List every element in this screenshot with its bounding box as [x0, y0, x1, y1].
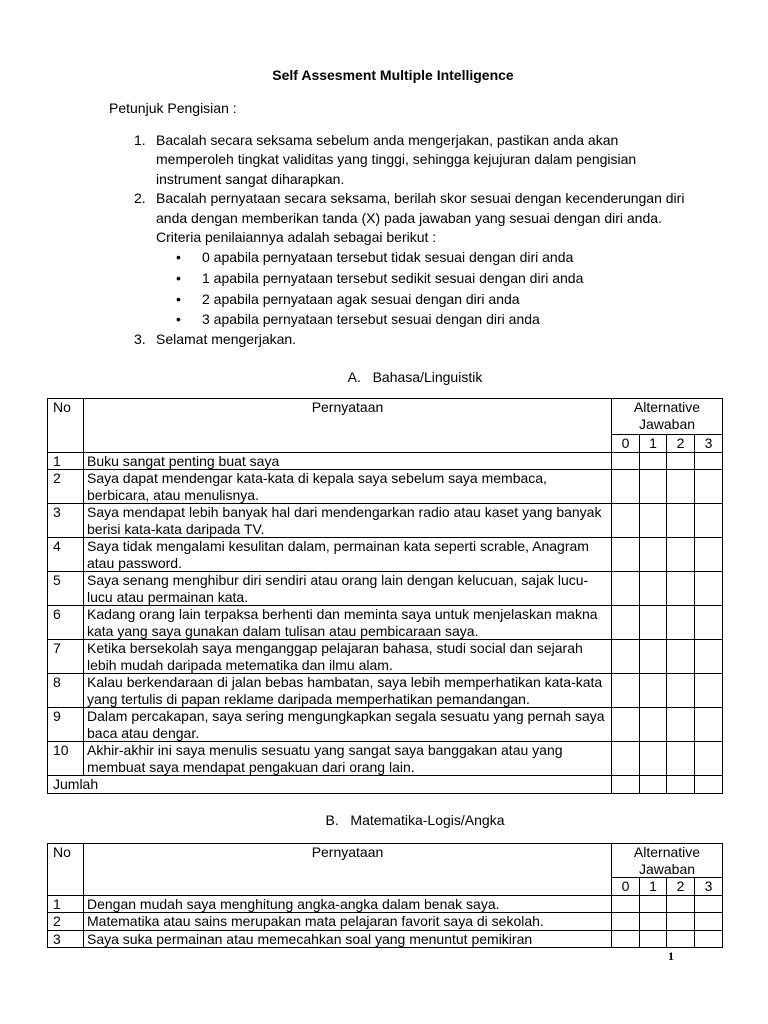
answer-cell-0[interactable]	[612, 895, 640, 913]
criteria-text: 0 apabila pernyataan tersebut tidak sesuai dengan diri anda	[202, 249, 574, 266]
section-a-heading	[0, 369, 768, 385]
answer-cell-1[interactable]	[640, 538, 667, 572]
row-number: 9	[48, 708, 84, 742]
criteria-item	[156, 309, 688, 330]
section-title: Bahasa/Linguistik	[372, 369, 483, 385]
answer-cell-2[interactable]	[667, 640, 695, 674]
instruction-item	[108, 189, 688, 330]
score-header-3: 3	[695, 435, 723, 453]
instruction-text: Selamat mengerjakan.	[156, 330, 297, 347]
instruction-item	[108, 131, 688, 189]
answer-cell-3[interactable]	[695, 452, 723, 470]
section-title: Matematika-Logis/Angka	[350, 812, 505, 828]
table-row	[48, 640, 723, 674]
section-b-table	[47, 843, 723, 948]
table-row	[48, 742, 723, 776]
criteria-item	[156, 247, 688, 268]
criteria-text: 3 apabila pernyataan tersebut sesuai dengan diri anda	[202, 311, 540, 328]
answer-cell-0[interactable]	[612, 640, 640, 674]
row-statement: Kadang orang lain terpaksa berhenti dan meminta saya untuk menjelaskan makna kata yang saya gunakan dalam tulisan atau pembicaraan saya.	[84, 606, 612, 640]
answer-cell-3[interactable]	[695, 674, 723, 708]
answer-cell-2[interactable]	[667, 895, 695, 913]
answer-cell-3[interactable]	[695, 930, 723, 948]
row-statement: Dalam percakapan, saya sering mengungkapkan segala sesuatu yang pernah saya baca atau dengar.	[84, 708, 612, 742]
table-header-row	[48, 844, 723, 878]
total-cell-1[interactable]	[640, 776, 667, 794]
row-statement: Saya suka permainan atau memecahkan soal yang menuntut pemikiran	[84, 930, 612, 948]
row-statement: Ketika bersekolah saya menganggap pelajaran bahasa, studi social dan sejarah lebih mudah daripada metematika dan ilmu alam.	[84, 640, 612, 674]
row-number: 2	[48, 913, 84, 931]
instruction-number: 2.	[134, 190, 146, 207]
table-header-row	[48, 399, 723, 435]
answer-cell-0[interactable]	[612, 538, 640, 572]
answer-cell-2[interactable]	[667, 452, 695, 470]
table-row	[48, 538, 723, 572]
score-header-3: 3	[695, 878, 723, 896]
answer-cell-1[interactable]	[640, 572, 667, 606]
answer-cell-1[interactable]	[640, 674, 667, 708]
answer-cell-0[interactable]	[612, 913, 640, 931]
answer-cell-3[interactable]	[695, 538, 723, 572]
row-number: 7	[48, 640, 84, 674]
score-header-1: 1	[640, 435, 667, 453]
answer-cell-2[interactable]	[667, 606, 695, 640]
table-row	[48, 572, 723, 606]
table-row	[48, 674, 723, 708]
row-number: 4	[48, 538, 84, 572]
bullet-icon: •	[176, 249, 181, 266]
answer-cell-2[interactable]	[667, 470, 695, 504]
answer-cell-2[interactable]	[667, 504, 695, 538]
answer-cell-1[interactable]	[640, 452, 667, 470]
answer-cell-3[interactable]	[695, 470, 723, 504]
table-row	[48, 452, 723, 470]
score-header-2: 2	[667, 435, 695, 453]
document-title: Self Assesment Multiple Intelligence	[272, 67, 514, 83]
answer-cell-1[interactable]	[640, 913, 667, 931]
table-row	[48, 708, 723, 742]
row-number: 5	[48, 572, 84, 606]
answer-cell-1[interactable]	[640, 470, 667, 504]
row-number: 8	[48, 674, 84, 708]
answer-cell-0[interactable]	[612, 930, 640, 948]
answer-cell-0[interactable]	[612, 504, 640, 538]
criteria-list	[156, 247, 688, 329]
section-b-heading	[0, 812, 768, 828]
answer-cell-1[interactable]	[640, 504, 667, 538]
table-row	[48, 504, 723, 538]
answer-cell-2[interactable]	[667, 930, 695, 948]
score-header-2: 2	[667, 878, 695, 896]
answer-cell-2[interactable]	[667, 674, 695, 708]
criteria-item	[156, 268, 688, 289]
section-letter: A.	[347, 369, 361, 385]
row-statement: Akhir-akhir ini saya menulis sesuatu yang sangat saya banggakan atau yang membuat saya mendapat pengakuan dari orang lain.	[84, 742, 612, 776]
row-statement: Saya senang menghibur diri sendiri atau orang lain dengan kelucuan, sajak lucu-lucu atau permainan kata.	[84, 572, 612, 606]
total-cell-3[interactable]	[695, 776, 723, 794]
instructions-list	[108, 131, 688, 349]
answer-cell-3[interactable]	[695, 606, 723, 640]
answer-cell-0[interactable]	[612, 470, 640, 504]
answer-cell-1[interactable]	[640, 742, 667, 776]
answer-cell-0[interactable]	[612, 452, 640, 470]
answer-cell-3[interactable]	[695, 913, 723, 931]
bullet-icon: •	[176, 290, 181, 307]
row-number: 6	[48, 606, 84, 640]
total-cell-2[interactable]	[667, 776, 695, 794]
criteria-text: 2 apabila pernyataan agak sesuai dengan diri anda	[202, 290, 520, 307]
instruction-text: Bacalah pernyataan secara seksama, berilah skor sesuai dengan kecenderungan diri anda dengan memberikan tanda (X) pada jawaban yang sesuai dengan diri anda. Criteria penilaiannya adalah sebagai berikut :	[156, 190, 685, 246]
row-statement: Saya dapat mendengar kata-kata di kepala saya sebelum saya membaca, berbicara, atau menulisnya.	[84, 470, 612, 504]
page-number: 1	[668, 949, 674, 963]
answer-cell-1[interactable]	[640, 930, 667, 948]
answer-cell-2[interactable]	[667, 708, 695, 742]
bullet-icon: •	[176, 270, 181, 287]
table-row	[48, 895, 723, 913]
answer-cell-2[interactable]	[667, 538, 695, 572]
answer-cell-3[interactable]	[695, 572, 723, 606]
answer-cell-0[interactable]	[612, 606, 640, 640]
answer-cell-0[interactable]	[612, 674, 640, 708]
row-statement: Matematika atau sains merupakan mata pelajaran favorit saya di sekolah.	[84, 913, 612, 931]
answer-cell-0[interactable]	[612, 708, 640, 742]
score-header-1: 1	[640, 878, 667, 896]
instruction-item	[108, 330, 688, 349]
answer-cell-3[interactable]	[695, 742, 723, 776]
answer-cell-3[interactable]	[695, 895, 723, 913]
instruction-number: 1.	[134, 132, 146, 148]
answer-cell-2[interactable]	[667, 913, 695, 931]
header-statement: Pernyataan	[84, 399, 612, 453]
row-number: 3	[48, 930, 84, 948]
score-header-0: 0	[612, 878, 640, 896]
table-row	[48, 470, 723, 504]
answer-cell-1[interactable]	[640, 640, 667, 674]
total-cell-0[interactable]	[612, 776, 640, 794]
instructions-heading: Petunjuk Pengisian :	[109, 100, 237, 116]
row-statement: Dengan mudah saya menghitung angka-angka dalam benak saya.	[84, 895, 612, 913]
row-statement: Buku sangat penting buat saya	[84, 452, 612, 470]
answer-cell-0[interactable]	[612, 572, 640, 606]
row-statement: Kalau berkendaraan di jalan bebas hambatan, saya lebih memperhatikan kata-kata yang tertulis di papan reklame daripada memperhatikan pemandangan.	[84, 674, 612, 708]
header-answers: Alternative Jawaban	[612, 844, 723, 878]
table-row	[48, 930, 723, 948]
header-answers: Alternative Jawaban	[612, 399, 723, 435]
score-header-0: 0	[612, 435, 640, 453]
answer-cell-3[interactable]	[695, 504, 723, 538]
criteria-text: 1 apabila pernyataan tersebut sedikit sesuai dengan diri anda	[202, 270, 584, 287]
answer-cell-2[interactable]	[667, 742, 695, 776]
instruction-number: 3.	[134, 330, 146, 347]
row-statement: Saya mendapat lebih banyak hal dari mendengarkan radio atau kaset yang banyak berisi kata-kata daripada TV.	[84, 504, 612, 538]
bullet-icon: •	[176, 311, 181, 328]
answer-cell-3[interactable]	[695, 708, 723, 742]
row-statement: Saya tidak mengalami kesulitan dalam, permainan kata seperti scrable, Anagram atau password.	[84, 538, 612, 572]
row-number: 10	[48, 742, 84, 776]
table-row	[48, 606, 723, 640]
section-a-table	[47, 398, 723, 794]
answer-cell-1[interactable]	[640, 708, 667, 742]
row-number: 1	[48, 452, 84, 470]
answer-cell-2[interactable]	[667, 572, 695, 606]
section-letter: B.	[325, 812, 339, 828]
total-row	[48, 776, 723, 794]
total-label: Jumlah	[48, 776, 612, 794]
answer-cell-0[interactable]	[612, 742, 640, 776]
row-number: 3	[48, 504, 84, 538]
header-no: No	[48, 844, 84, 896]
row-number: 2	[48, 470, 84, 504]
answer-cell-3[interactable]	[695, 640, 723, 674]
header-statement: Pernyataan	[84, 844, 612, 896]
table-row	[48, 913, 723, 931]
criteria-item	[156, 289, 688, 310]
row-number: 1	[48, 895, 84, 913]
answer-cell-1[interactable]	[640, 895, 667, 913]
answer-cell-1[interactable]	[640, 606, 667, 640]
instruction-text: Bacalah secara seksama sebelum anda mengerjakan, pastikan anda akan memperoleh tingkat validitas yang tinggi, sehingga kejujuran dalam pengisian instrument sangat diharapkan.	[156, 132, 637, 187]
header-no: No	[48, 399, 84, 453]
